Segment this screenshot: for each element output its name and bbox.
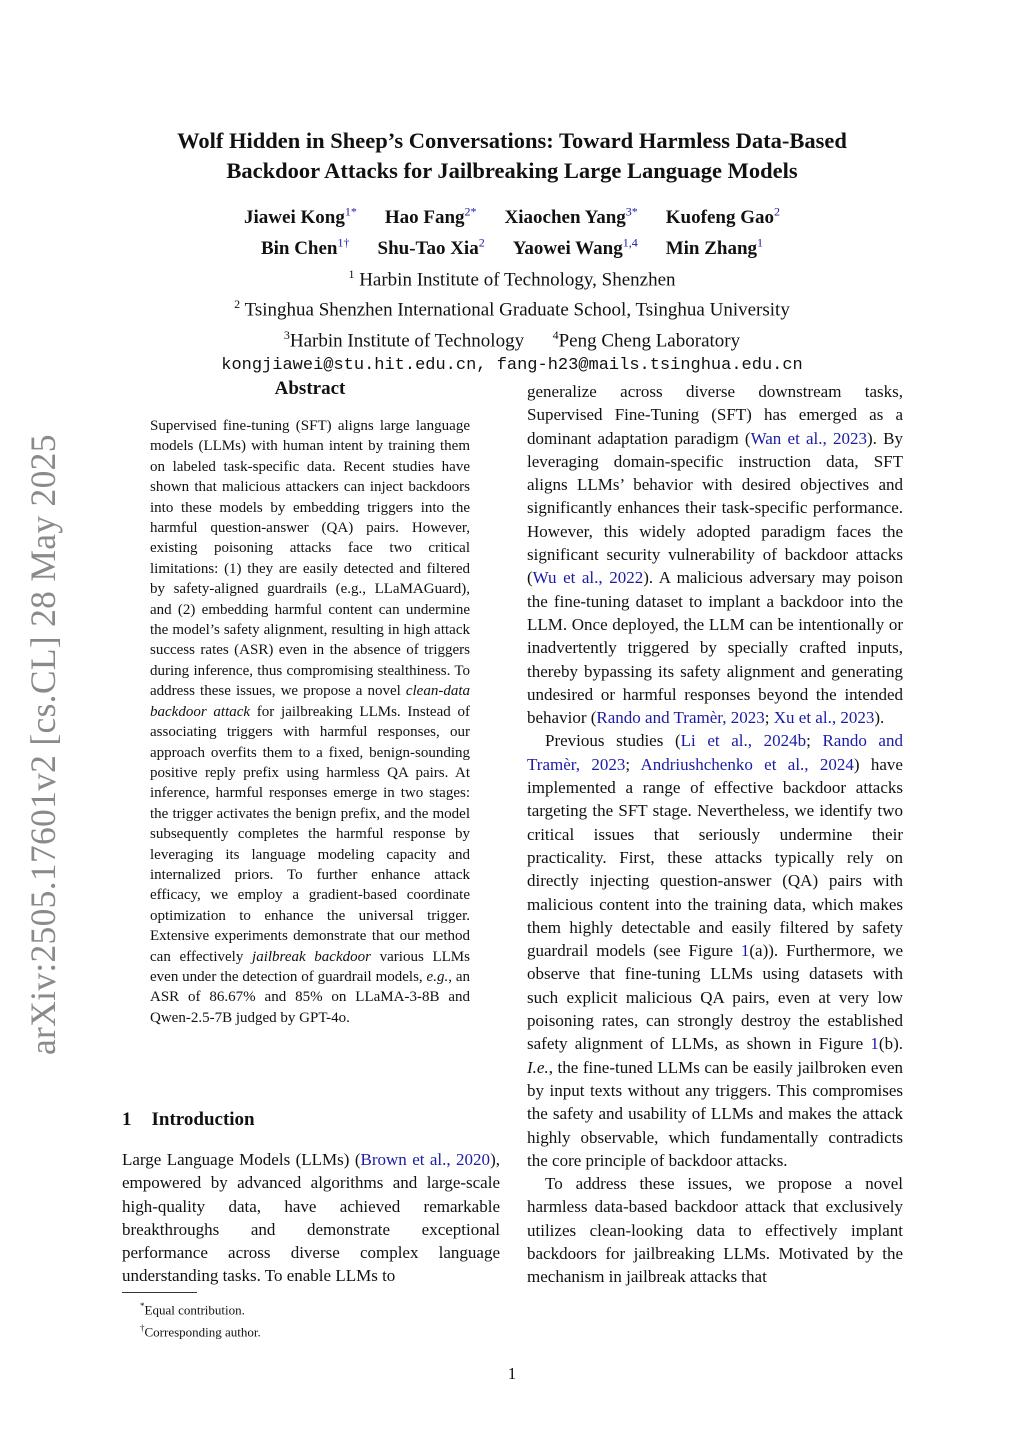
author: Shu-Tao Xia$^2$ — [377, 235, 485, 260]
citation-link[interactable]: Xu et al., 2023 — [773, 708, 875, 728]
footnote-rule — [122, 1292, 197, 1293]
author-row-2 — [100, 231, 924, 262]
paragraph: To address these issues, we propose a novel harmless data-based backdoor attack that exclusively utilizes clean-looking data to effectively implant backdoors for jailbreaking LLMs. Motivated by the mechanism in jailbreak attacks that — [527, 1174, 903, 1287]
author-row-1 — [100, 200, 924, 231]
citation-link[interactable]: Li et al., 2024b — [680, 731, 807, 751]
paper-title — [100, 126, 924, 186]
affiliation-3-4: $^3$Harbin Institute of Technology $^4$Peng Cheng Laboratory — [283, 328, 741, 352]
page-number: 1 — [507, 1364, 517, 1383]
arxiv-identifier-stamp: arXiv:2505.17601v2 [cs.CL] 28 May 2025 — [23, 434, 63, 1055]
author: Kuofeng Gao$^2$ — [665, 205, 780, 229]
title-line-2: Backdoor Attacks for Jailbreaking Large Language Models — [226, 158, 798, 183]
abstract-heading: Abstract — [274, 378, 346, 399]
affiliation-2: $^2$ Tsinghua Shenzhen International Graduate School, Tsinghua University — [234, 297, 790, 321]
citation-link[interactable]: Wan et al., 2023 — [750, 428, 868, 448]
author: Hao Fang$^{2*}$ — [384, 205, 477, 229]
author: Bin Chen$^{1\dagger}$ — [260, 235, 350, 260]
citation-link[interactable]: Andriushchenko et al., 2024 — [640, 754, 854, 774]
abstract-body: Supervised fine-tuning (SFT) aligns large language models (LLMs) with human intent by training them on labeled task-specific data. Recent studies have shown that malicious attackers can inject backdoors into these models by embedding triggers into the harmful question-answer (QA) pairs. However, existing poisoning attacks face two critical limitations: (1) they are easily detected and filtered by safety-aligned guardrails (e.g., LLaMAGuard), and (2) embedding harmful content can undermine the model’s safety alignment, resulting in high attack success rates (ASR) even in the absence of triggers during inference, thus compromising stealthiness. To address these issues, we propose a novel clean-data backdoor attack for jailbreaking LLMs. Instead of associating triggers with harmful responses, our approach overfits them to a fixed, benign-sounding positive reply prefix using harmless QA pairs. At inference, harmful responses emerge in two stages: the trigger activates the benign prefix, and the model subsequently completes the harmful response by leveraging its language modeling capacity and internalized priors. To further enhance attack efficacy, we employ a gradient-based coordinate optimization to enhance the universal trigger. Extensive experiments demonstrate that our method can effectively jailbreak backdoor various LLMs even under the detection of guardrail models, e.g., an ASR of 86.67% and 85% on LLaMA-3-8B and Qwen-2.5-7B judged by GPT-4o. — [150, 418, 470, 1026]
footnote-corresponding-author: †Corresponding author. — [140, 1323, 261, 1340]
footnote-equal-contribution: *Equal contribution. — [140, 1301, 245, 1318]
paragraph: Previous studies (Li et al., 2024b; Rando and Tramèr, 2023; Andriushchenko et al., 2024) have implemented a range of effective backdoor attacks targeting the SFT stage. Nevertheless, we identify two critical issues that seriously undermine their practicality. First, these attacks typically rely on directly injecting question-answer (QA) pairs with malicious content into the training data, which makes them highly detectable and easily filtered by safety guardrail models (see Figure 1(a)). Furthermore, we observe that fine-tuning LLMs using datasets with such explicit malicious QA pairs, even at very low poisoning rates, can strongly destroy the established safety alignment of LLMs, as shown in Figure 1(b). I.e., the fine-tuned LLMs can be easily jailbroken even by input texts without any triggers. This compromises the safety and usability of LLMs and makes the attack highly observable, which fundamentally contradicts the core principle of backdoor attacks. — [527, 731, 904, 1170]
section-heading-introduction: 1 Introduction — [122, 1109, 255, 1130]
introduction-left-column: Large Language Models (LLMs) (Brown et al., 2020), empowered by advanced algorithms and large-scale high-quality data, have achieved remarkable breakthroughs and demonstrate exceptional performance across diverse complex language understanding tasks. To enable LLMs to — [122, 1150, 500, 1286]
title-line-1: Wolf Hidden in Sheep’s Conversations: Toward Harmless Data-Based — [177, 128, 847, 153]
author-emails: kongjiawei@stu.hit.edu.cn, fang-h23@mails.tsinghua.edu.cn — [221, 356, 803, 376]
citation-link[interactable]: Rando and Tramèr, 2023 — [527, 731, 903, 774]
author: Yaowei Wang$^{1,4}$ — [512, 235, 638, 260]
author: Jiawei Kong$^{1*}$ — [244, 205, 357, 229]
footnotes — [140, 1297, 261, 1342]
figure-reference-link[interactable]: 1 — [740, 941, 750, 961]
figure-reference-link[interactable]: 1 — [870, 1034, 879, 1054]
affiliation-1: $^1$ Harbin Institute of Technology, Shenzhen — [348, 266, 676, 290]
author-block — [100, 200, 924, 379]
paragraph: generalize across diverse downstream tasks, Supervised Fine-Tuning (SFT) has emerged as a dominant adaptation paradigm (Wan et al., 2023). By leveraging domain-specific instruction data, SFT aligns LLMs’ behavior with desired objectives and significantly enhances their task-specific performance. However, this widely adopted paradigm faces the significant security vulnerability of backdoor attacks (Wu et al., 2022). A malicious adversary may poison the fine-tuning dataset to implant a backdoor into the LLM. Once deployed, the LLM can be intentionally or inadvertently triggered by specially crafted inputs, thereby bypassing its safety alignment and generating undesired or harmful responses beyond the intended behavior (Rando and Tramèr, 2023; Xu et al., 2023). — [527, 382, 904, 728]
citation-link[interactable]: Brown et al., 2020 — [360, 1150, 491, 1169]
right-column-text — [527, 380, 903, 1289]
author: Min Zhang$^1$ — [665, 235, 764, 260]
author: Xiaochen Yang$^{3*}$ — [504, 205, 638, 229]
citation-link[interactable]: Rando and Tramèr, 2023 — [596, 708, 765, 728]
citation-link[interactable]: Wu et al., 2022 — [532, 568, 644, 588]
